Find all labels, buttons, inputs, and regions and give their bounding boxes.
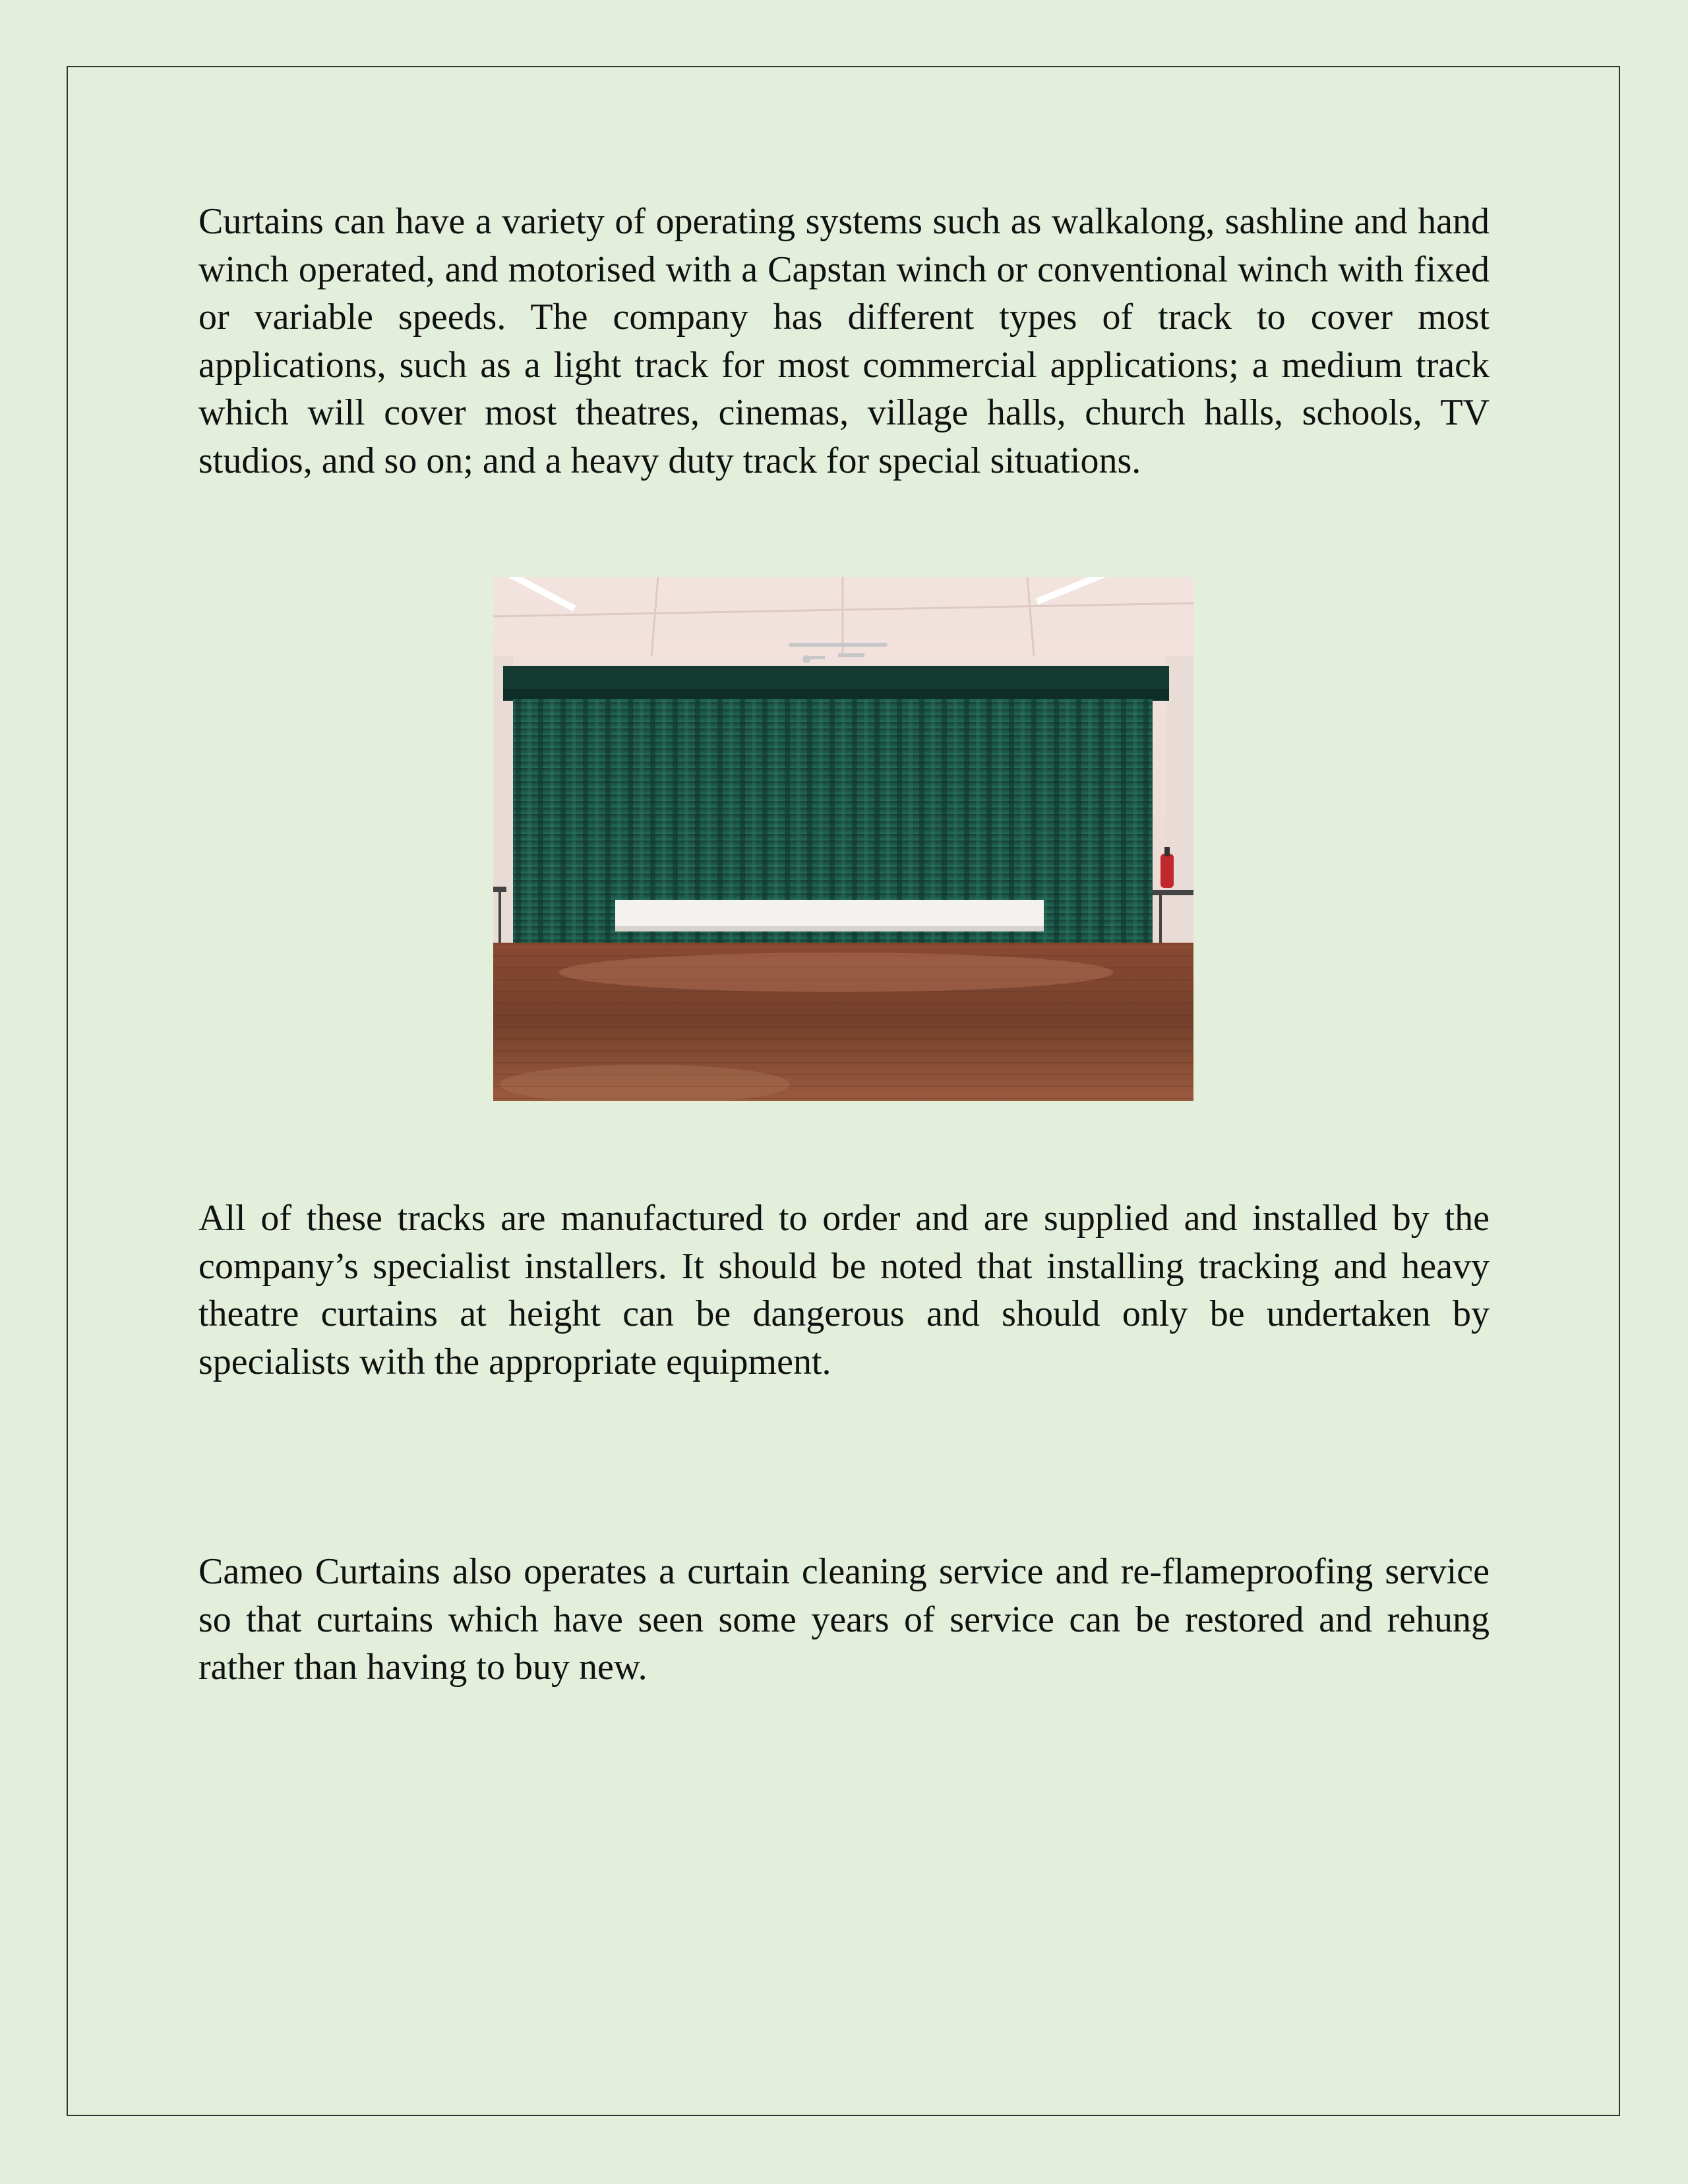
stage-curtain-photo: [493, 577, 1193, 1101]
paragraph-operating-systems: Curtains can have a variety of operating systems such as walkalong, sashline and hand winch operated, and motorised with a Capstan winch or conventional winch with fixed or variable speeds. The company has different types of track to cover most applications, such as a light track for most commercial applications; a medium track which will cover most theatres, cinemas, village halls, church halls, schools, TV studios, and so on; and a heavy duty track for special situations.: [198, 201, 1490, 481]
paragraph-cleaning-service: Cameo Curtains also operates a curtain cleaning service and re-flameproofing service so that curtains which have seen some years of service can be restored and rehung rather than having to buy new.: [198, 1551, 1490, 1688]
paragraph-installation: All of these tracks are manufactured to order and are supplied and installed by the company’s specialist installers. It should be noted that installing tracking and heavy theatre curtains at height can be dangerous and should only be undertaken by specialists with the appropriate equipment.: [198, 1198, 1490, 1382]
